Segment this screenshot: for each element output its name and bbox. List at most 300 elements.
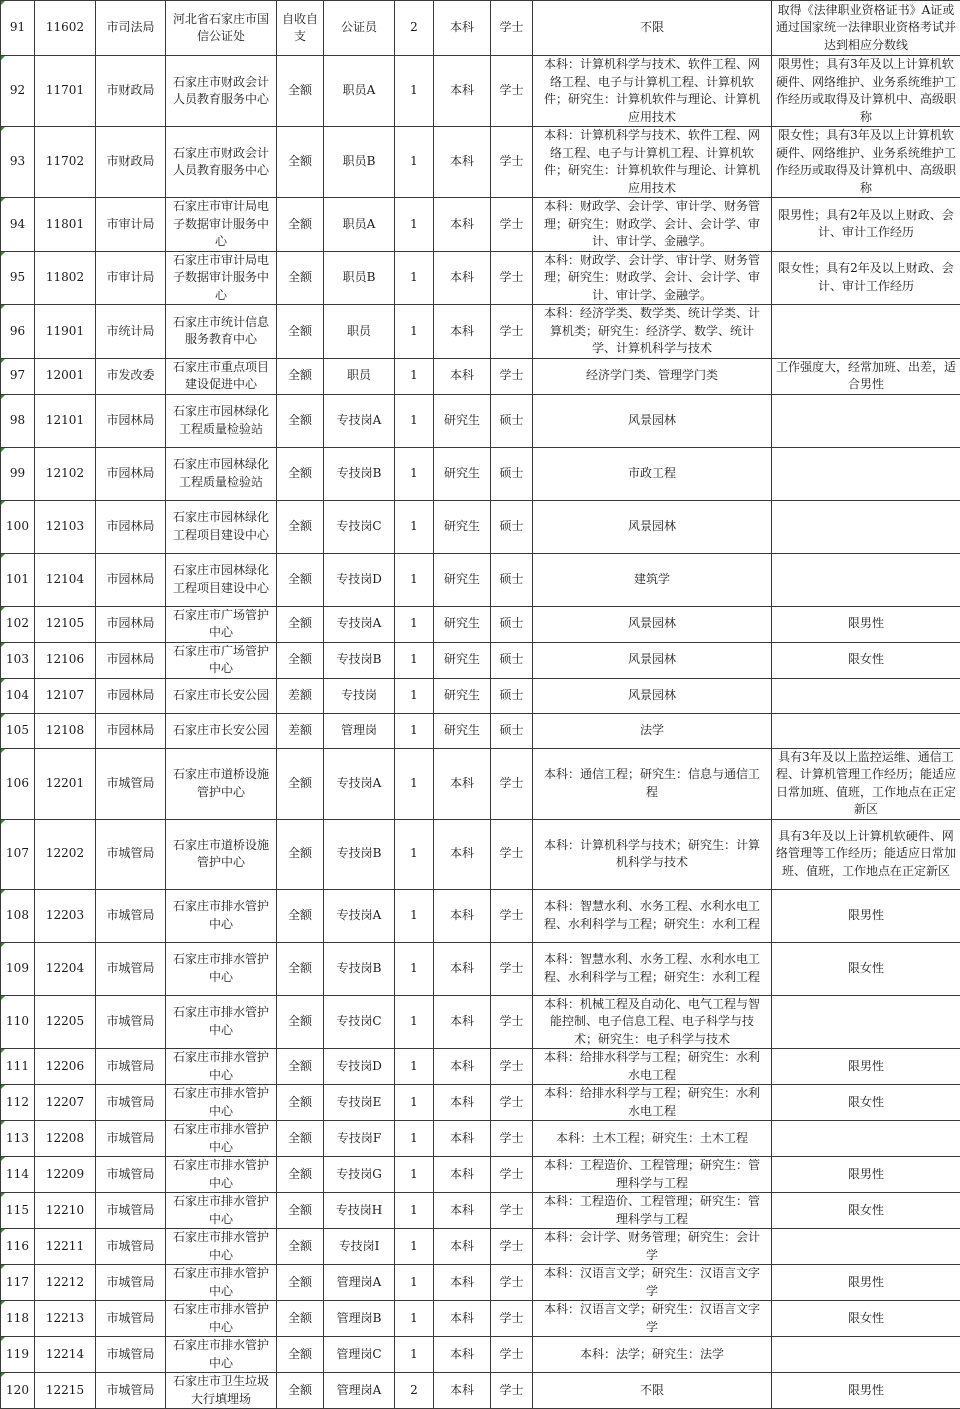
table-row <box>1 748 960 819</box>
row-seq: 115 <box>1 1193 35 1229</box>
degree: 学士 <box>491 305 533 359</box>
job-code: 12001 <box>35 358 96 394</box>
degree: 学士 <box>491 819 533 889</box>
education: 本科 <box>434 995 491 1049</box>
department: 市园林局 <box>96 642 166 678</box>
department: 市城管局 <box>96 1193 166 1229</box>
degree: 学士 <box>491 127 533 198</box>
major-requirement: 市政工程 <box>533 447 772 500</box>
funding-type: 全额 <box>277 748 324 819</box>
degree: 学士 <box>491 889 533 942</box>
employer-unit: 石家庄市排水管护中心 <box>166 1085 277 1121</box>
table-row <box>1 447 960 500</box>
employer-unit: 石家庄市排水管护中心 <box>166 1157 277 1193</box>
major-requirement: 本科：通信工程；研究生：信息与通信工程 <box>533 748 772 819</box>
headcount: 2 <box>395 1 434 56</box>
job-code: 12103 <box>35 500 96 553</box>
department: 市发改委 <box>96 358 166 394</box>
table-row <box>1 995 960 1049</box>
headcount: 1 <box>395 642 434 678</box>
other-requirement: 限女性；具有2年及以上财政、会计、审计工作经历 <box>772 251 960 305</box>
education: 本科 <box>434 358 491 394</box>
post-name: 专技岗H <box>324 1193 395 1229</box>
other-requirement <box>772 447 960 500</box>
job-code: 12210 <box>35 1193 96 1229</box>
post-name: 管理岗B <box>324 1301 395 1337</box>
post-name: 职员 <box>324 358 395 394</box>
degree: 学士 <box>491 1373 533 1409</box>
row-seq: 103 <box>1 642 35 678</box>
job-code: 12101 <box>35 394 96 447</box>
major-requirement: 风景园林 <box>533 394 772 447</box>
major-requirement: 经济学门类、管理学门类 <box>533 358 772 394</box>
major-requirement: 本科：经济学类、数学类、统计学类、计算机类；研究生：经济学、数学、统计学、计算机科学与技术 <box>533 305 772 359</box>
table-row <box>1 394 960 447</box>
funding-type: 全额 <box>277 500 324 553</box>
department: 市园林局 <box>96 713 166 748</box>
major-requirement: 本科：计算机科学与技术；研究生：计算机科学与技术 <box>533 819 772 889</box>
headcount: 1 <box>395 713 434 748</box>
department: 市司法局 <box>96 1 166 56</box>
employer-unit: 石家庄市广场管护中心 <box>166 642 277 678</box>
table-row <box>1 642 960 678</box>
other-requirement: 具有3年及以上监控运维、通信工程、计算机管理工作经历；能适应日常加班、值班，工作地点在正定新区 <box>772 748 960 819</box>
major-requirement: 本科：工程造价、工程管理；研究生：管理科学与工程 <box>533 1157 772 1193</box>
row-seq: 93 <box>1 127 35 198</box>
row-seq: 98 <box>1 394 35 447</box>
row-seq: 94 <box>1 198 35 252</box>
row-seq: 113 <box>1 1121 35 1157</box>
other-requirement: 限女性 <box>772 942 960 995</box>
education: 本科 <box>434 1301 491 1337</box>
other-requirement: 工作强度大，经常加班、出差，适合男性 <box>772 358 960 394</box>
table-row <box>1 553 960 606</box>
degree: 学士 <box>491 1085 533 1121</box>
employer-unit: 石家庄市园林绿化工程项目建设中心 <box>166 500 277 553</box>
funding-type: 自收自支 <box>277 1 324 56</box>
headcount: 1 <box>395 1301 434 1337</box>
degree: 学士 <box>491 748 533 819</box>
major-requirement: 本科：智慧水利、水务工程、水利水电工程、水利科学与工程；研究生：水利工程 <box>533 889 772 942</box>
post-name: 专技岗B <box>324 942 395 995</box>
education: 研究生 <box>434 447 491 500</box>
funding-type: 全额 <box>277 942 324 995</box>
row-seq: 92 <box>1 56 35 127</box>
major-requirement: 本科：工程造价、工程管理；研究生：管理科学与工程 <box>533 1193 772 1229</box>
headcount: 1 <box>395 819 434 889</box>
education: 本科 <box>434 127 491 198</box>
headcount: 2 <box>395 1373 434 1409</box>
department: 市城管局 <box>96 942 166 995</box>
headcount: 1 <box>395 127 434 198</box>
table-row <box>1 1337 960 1373</box>
headcount: 1 <box>395 995 434 1049</box>
major-requirement: 本科：会计学、财务管理；研究生：会计学 <box>533 1229 772 1265</box>
job-code: 12207 <box>35 1085 96 1121</box>
department: 市审计局 <box>96 251 166 305</box>
degree: 学士 <box>491 1301 533 1337</box>
funding-type: 全额 <box>277 1301 324 1337</box>
funding-type: 全额 <box>277 1157 324 1193</box>
degree: 学士 <box>491 1229 533 1265</box>
headcount: 1 <box>395 394 434 447</box>
department: 市城管局 <box>96 1085 166 1121</box>
row-seq: 110 <box>1 995 35 1049</box>
post-name: 专技岗C <box>324 500 395 553</box>
post-name: 公证员 <box>324 1 395 56</box>
table-row <box>1 198 960 252</box>
education: 研究生 <box>434 394 491 447</box>
row-seq: 102 <box>1 606 35 642</box>
table-row <box>1 889 960 942</box>
job-code: 12102 <box>35 447 96 500</box>
job-code: 12108 <box>35 713 96 748</box>
funding-type: 全额 <box>277 995 324 1049</box>
employer-unit: 石家庄市园林绿化工程项目建设中心 <box>166 553 277 606</box>
degree: 硕士 <box>491 642 533 678</box>
other-requirement <box>772 1229 960 1265</box>
education: 本科 <box>434 1121 491 1157</box>
funding-type: 全额 <box>277 1229 324 1265</box>
employer-unit: 石家庄市排水管护中心 <box>166 1121 277 1157</box>
other-requirement <box>772 394 960 447</box>
degree: 学士 <box>491 995 533 1049</box>
other-requirement: 限女性；具有3年及以上计算机软硬件、网络维护、业务系统维护工作经历或取得及计算机中、高级职称 <box>772 127 960 198</box>
job-code: 11702 <box>35 127 96 198</box>
employer-unit: 河北省石家庄市国信公证处 <box>166 1 277 56</box>
row-seq: 120 <box>1 1373 35 1409</box>
row-seq: 106 <box>1 748 35 819</box>
employer-unit: 石家庄市长安公园 <box>166 678 277 713</box>
headcount: 1 <box>395 942 434 995</box>
post-name: 管理岗A <box>324 1265 395 1301</box>
other-requirement <box>772 995 960 1049</box>
row-seq: 112 <box>1 1085 35 1121</box>
post-name: 职员A <box>324 56 395 127</box>
table-row <box>1 358 960 394</box>
degree: 学士 <box>491 1337 533 1373</box>
job-code: 12107 <box>35 678 96 713</box>
department: 市城管局 <box>96 1337 166 1373</box>
other-requirement: 限男性 <box>772 889 960 942</box>
degree: 硕士 <box>491 606 533 642</box>
job-code: 12105 <box>35 606 96 642</box>
funding-type: 全额 <box>277 394 324 447</box>
job-code: 12209 <box>35 1157 96 1193</box>
degree: 硕士 <box>491 678 533 713</box>
post-name: 专技岗C <box>324 995 395 1049</box>
department: 市城管局 <box>96 819 166 889</box>
department: 市城管局 <box>96 1301 166 1337</box>
degree: 学士 <box>491 358 533 394</box>
education: 本科 <box>434 889 491 942</box>
other-requirement: 限男性 <box>772 606 960 642</box>
table-row <box>1 1085 960 1121</box>
post-name: 专技岗B <box>324 642 395 678</box>
post-name: 专技岗B <box>324 447 395 500</box>
funding-type: 全额 <box>277 1265 324 1301</box>
job-code: 12211 <box>35 1229 96 1265</box>
headcount: 1 <box>395 606 434 642</box>
major-requirement: 风景园林 <box>533 606 772 642</box>
headcount: 1 <box>395 748 434 819</box>
employer-unit: 石家庄市广场管护中心 <box>166 606 277 642</box>
job-code: 12215 <box>35 1373 96 1409</box>
department: 市城管局 <box>96 1265 166 1301</box>
major-requirement: 风景园林 <box>533 642 772 678</box>
employer-unit: 石家庄市排水管护中心 <box>166 889 277 942</box>
other-requirement <box>772 500 960 553</box>
other-requirement: 限男性；具有3年及以上计算机软硬件、网络维护、业务系统维护工作经历或取得及计算机中、高级职称 <box>772 56 960 127</box>
department: 市城管局 <box>96 1373 166 1409</box>
row-seq: 119 <box>1 1337 35 1373</box>
department: 市城管局 <box>96 1049 166 1085</box>
major-requirement: 本科：汉语言文学；研究生：汉语言文字学 <box>533 1265 772 1301</box>
funding-type: 全额 <box>277 56 324 127</box>
education: 本科 <box>434 56 491 127</box>
funding-type: 差额 <box>277 678 324 713</box>
degree: 硕士 <box>491 500 533 553</box>
post-name: 专技岗A <box>324 889 395 942</box>
department: 市园林局 <box>96 606 166 642</box>
row-seq: 91 <box>1 1 35 56</box>
education: 本科 <box>434 251 491 305</box>
row-seq: 97 <box>1 358 35 394</box>
other-requirement: 限男性；具有2年及以上财政、会计、审计工作经历 <box>772 198 960 252</box>
education: 研究生 <box>434 642 491 678</box>
job-code: 11801 <box>35 198 96 252</box>
row-seq: 111 <box>1 1049 35 1085</box>
employer-unit: 石家庄市排水管护中心 <box>166 1265 277 1301</box>
degree: 学士 <box>491 1121 533 1157</box>
employer-unit: 石家庄市排水管护中心 <box>166 1337 277 1373</box>
degree: 硕士 <box>491 553 533 606</box>
major-requirement: 本科：土木工程；研究生：土木工程 <box>533 1121 772 1157</box>
post-name: 专技岗G <box>324 1157 395 1193</box>
major-requirement: 风景园林 <box>533 678 772 713</box>
post-name: 专技岗E <box>324 1085 395 1121</box>
table-row <box>1 1193 960 1229</box>
employer-unit: 石家庄市排水管护中心 <box>166 995 277 1049</box>
employer-unit: 石家庄市统计信息服务教育中心 <box>166 305 277 359</box>
other-requirement: 限女性 <box>772 1085 960 1121</box>
department: 市园林局 <box>96 553 166 606</box>
post-name: 专技岗 <box>324 678 395 713</box>
table-row <box>1 1373 960 1409</box>
funding-type: 全额 <box>277 1085 324 1121</box>
table-row <box>1 1049 960 1085</box>
headcount: 1 <box>395 1229 434 1265</box>
funding-type: 全额 <box>277 1121 324 1157</box>
job-code: 12104 <box>35 553 96 606</box>
department: 市园林局 <box>96 678 166 713</box>
headcount: 1 <box>395 1121 434 1157</box>
employer-unit: 石家庄市审计局电子数据审计服务中心 <box>166 198 277 252</box>
post-name: 专技岗F <box>324 1121 395 1157</box>
degree: 学士 <box>491 198 533 252</box>
education: 本科 <box>434 1373 491 1409</box>
major-requirement: 本科：计算机科学与技术、软件工程、网络工程、电子与计算机工程、计算机软件；研究生：计算机软件与理论、计算机应用技术 <box>533 56 772 127</box>
degree: 硕士 <box>491 394 533 447</box>
degree: 硕士 <box>491 713 533 748</box>
department: 市审计局 <box>96 198 166 252</box>
major-requirement: 本科：给排水科学与工程；研究生：水利水电工程 <box>533 1049 772 1085</box>
funding-type: 全额 <box>277 127 324 198</box>
row-seq: 114 <box>1 1157 35 1193</box>
funding-type: 全额 <box>277 1193 324 1229</box>
funding-type: 全额 <box>277 889 324 942</box>
headcount: 1 <box>395 251 434 305</box>
employer-unit: 石家庄市园林绿化工程质量检验站 <box>166 447 277 500</box>
degree: 学士 <box>491 1049 533 1085</box>
major-requirement: 不限 <box>533 1373 772 1409</box>
funding-type: 全额 <box>277 1049 324 1085</box>
job-code: 11901 <box>35 305 96 359</box>
department: 市财政局 <box>96 127 166 198</box>
department: 市城管局 <box>96 1229 166 1265</box>
department: 市城管局 <box>96 995 166 1049</box>
funding-type: 全额 <box>277 1337 324 1373</box>
row-seq: 96 <box>1 305 35 359</box>
education: 研究生 <box>434 500 491 553</box>
education: 本科 <box>434 1157 491 1193</box>
department: 市城管局 <box>96 748 166 819</box>
post-name: 职员B <box>324 251 395 305</box>
employer-unit: 石家庄市排水管护中心 <box>166 1229 277 1265</box>
row-seq: 108 <box>1 889 35 942</box>
headcount: 1 <box>395 1193 434 1229</box>
headcount: 1 <box>395 678 434 713</box>
headcount: 1 <box>395 56 434 127</box>
post-name: 管理岗C <box>324 1337 395 1373</box>
job-code: 12202 <box>35 819 96 889</box>
table-row <box>1 713 960 748</box>
other-requirement <box>772 713 960 748</box>
funding-type: 全额 <box>277 447 324 500</box>
employer-unit: 石家庄市长安公园 <box>166 713 277 748</box>
major-requirement: 本科：智慧水利、水务工程、水利水电工程、水利科学与工程；研究生：水利工程 <box>533 942 772 995</box>
table-row <box>1 127 960 198</box>
job-code: 12205 <box>35 995 96 1049</box>
table-row <box>1 1301 960 1337</box>
employer-unit: 石家庄市财政会计人员教育服务中心 <box>166 127 277 198</box>
table-row <box>1 500 960 553</box>
headcount: 1 <box>395 889 434 942</box>
job-code: 12203 <box>35 889 96 942</box>
post-name: 职员B <box>324 127 395 198</box>
table-row <box>1 1 960 56</box>
other-requirement: 限男性 <box>772 1373 960 1409</box>
table-row <box>1 1121 960 1157</box>
table-row <box>1 1229 960 1265</box>
major-requirement: 法学 <box>533 713 772 748</box>
major-requirement: 本科：计算机科学与技术、软件工程、网络工程、电子与计算机工程、计算机软件；研究生：计算机软件与理论、计算机应用技术 <box>533 127 772 198</box>
row-seq: 100 <box>1 500 35 553</box>
row-seq: 109 <box>1 942 35 995</box>
funding-type: 全额 <box>277 358 324 394</box>
major-requirement: 本科：汉语言文学；研究生：汉语言文字学 <box>533 1301 772 1337</box>
table-row <box>1 678 960 713</box>
table-row <box>1 56 960 127</box>
degree: 学士 <box>491 942 533 995</box>
department: 市城管局 <box>96 1157 166 1193</box>
education: 本科 <box>434 1085 491 1121</box>
headcount: 1 <box>395 553 434 606</box>
job-code: 12214 <box>35 1337 96 1373</box>
employer-unit: 石家庄市审计局电子数据审计服务中心 <box>166 251 277 305</box>
employer-unit: 石家庄市道桥设施管护中心 <box>166 748 277 819</box>
funding-type: 差额 <box>277 713 324 748</box>
headcount: 1 <box>395 1085 434 1121</box>
department: 市财政局 <box>96 56 166 127</box>
other-requirement <box>772 1121 960 1157</box>
major-requirement: 本科：给排水科学与工程；研究生：水利水电工程 <box>533 1085 772 1121</box>
education: 本科 <box>434 1337 491 1373</box>
post-name: 专技岗I <box>324 1229 395 1265</box>
headcount: 1 <box>395 1157 434 1193</box>
education: 本科 <box>434 942 491 995</box>
degree: 学士 <box>491 1 533 56</box>
headcount: 1 <box>395 447 434 500</box>
table-row <box>1 606 960 642</box>
funding-type: 全额 <box>277 819 324 889</box>
row-seq: 101 <box>1 553 35 606</box>
major-requirement: 风景园林 <box>533 500 772 553</box>
table-row <box>1 819 960 889</box>
row-seq: 107 <box>1 819 35 889</box>
employer-unit: 石家庄市排水管护中心 <box>166 1049 277 1085</box>
major-requirement: 本科：财政学、会计学、审计学、财务管理；研究生：财政学、会计、会计学、审计、审计学、金融学。 <box>533 198 772 252</box>
employer-unit: 石家庄市排水管护中心 <box>166 1193 277 1229</box>
other-requirement <box>772 305 960 359</box>
department: 市城管局 <box>96 1121 166 1157</box>
headcount: 1 <box>395 1265 434 1301</box>
job-code: 12208 <box>35 1121 96 1157</box>
headcount: 1 <box>395 1049 434 1085</box>
major-requirement: 本科：财政学、会计学、审计学、财务管理；研究生：财政学、会计、会计学、审计、审计学、金融学。 <box>533 251 772 305</box>
other-requirement: 限女性 <box>772 1193 960 1229</box>
job-code: 12106 <box>35 642 96 678</box>
job-code: 11802 <box>35 251 96 305</box>
major-requirement: 建筑学 <box>533 553 772 606</box>
other-requirement: 限男性 <box>772 1157 960 1193</box>
education: 本科 <box>434 819 491 889</box>
funding-type: 全额 <box>277 198 324 252</box>
post-name: 专技岗D <box>324 1049 395 1085</box>
other-requirement: 限男性 <box>772 1049 960 1085</box>
funding-type: 全额 <box>277 606 324 642</box>
department: 市园林局 <box>96 447 166 500</box>
education: 本科 <box>434 305 491 359</box>
department: 市城管局 <box>96 889 166 942</box>
degree: 硕士 <box>491 447 533 500</box>
headcount: 1 <box>395 500 434 553</box>
degree: 学士 <box>491 1265 533 1301</box>
education: 研究生 <box>434 713 491 748</box>
table-body <box>1 1 960 1409</box>
education: 研究生 <box>434 553 491 606</box>
degree: 学士 <box>491 56 533 127</box>
degree: 学士 <box>491 251 533 305</box>
education: 研究生 <box>434 606 491 642</box>
department: 市园林局 <box>96 500 166 553</box>
table-row <box>1 942 960 995</box>
funding-type: 全额 <box>277 642 324 678</box>
post-name: 专技岗A <box>324 394 395 447</box>
employer-unit: 石家庄市重点项目建设促进中心 <box>166 358 277 394</box>
table-row <box>1 251 960 305</box>
row-seq: 95 <box>1 251 35 305</box>
